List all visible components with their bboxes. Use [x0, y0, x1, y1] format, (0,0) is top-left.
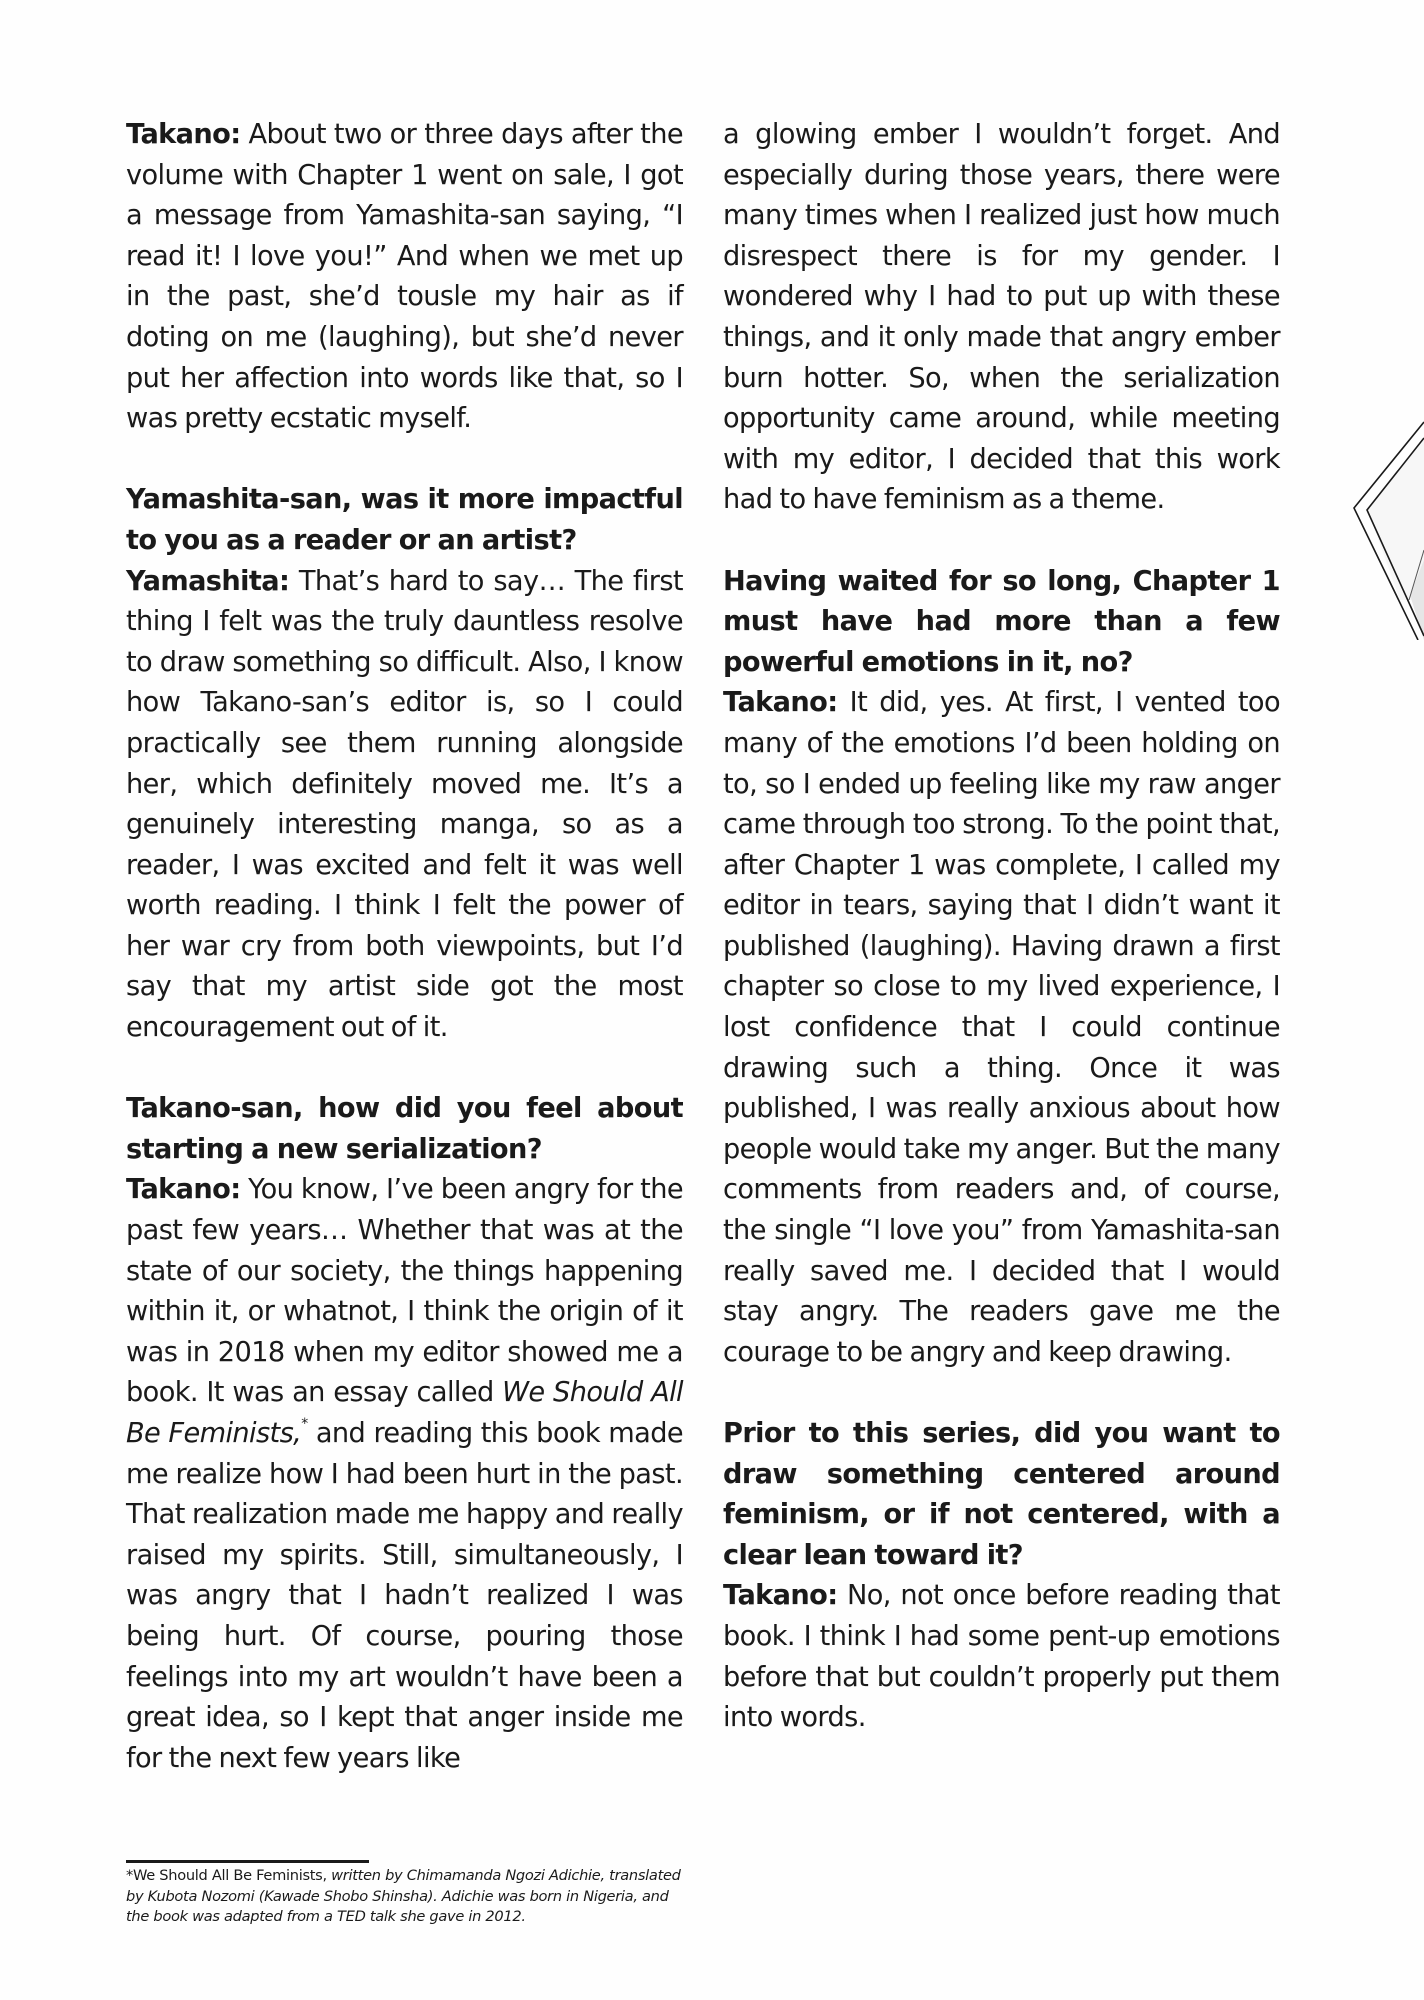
speaker-label: Takano:: [126, 119, 241, 150]
answer-text: About two or three days after the volume with Chapter 1 went on sale, I got a message from Yamashita-san saying, “I read it! I love you!” And when we met up in the past, she’d tousle my hair as if doting on me (laughing), but she’d never put her affection into words like that, so I was pretty ecstatic myself.: [126, 119, 683, 435]
qa-block: [126, 1089, 683, 1779]
answer-text: That’s hard to say… The first thing I felt was the truly dauntless resolve to draw something so difficult. Also, I know how Takano-san’s editor is, so I could practically see them running alongside her, which definitely moved me. It’s a genuinely interesting manga, so as a reader, I was excited and felt it was well worth reading. I think I felt the power of her war cry from both viewpoints, but I’d say that my artist side got the most encouragement out of it.: [126, 565, 683, 1044]
footnote-text: written by Chimamanda Ngozi Adichie, translated by Kubota Nozomi (Kawade Shobo Shinsha). Adichie was born in Nigeria, and the book was adapted from a TED talk she gave in 2012.: [126, 1867, 681, 1925]
book-title: We Should All Be Feminists,: [126, 1377, 683, 1449]
interview-question: Yamashita-san, was it more impactful to you as a reader or an artist?: [126, 484, 683, 556]
decorative-panel-edge-icon: [1340, 400, 1424, 640]
answer-text: You know, I’ve been angry for the past few years… Whether that was at the state of our society, the things happening within it, or whatnot, I think the origin of it was in 2018 when my editor showed me a book. It was an essay called: [126, 1174, 683, 1409]
speaker-label: Yamashita:: [126, 565, 290, 597]
answer-text: and reading this book made me realize how I had been hurt in the past. That realization made me happy and really raised my spirits. Still, simultaneously, I was angry that I hadn’t realized I was being hurt. Of course, pouring those feelings into my art wouldn’t have been a great idea, so I kept that anger inside me for the next few years like: [126, 1418, 683, 1774]
qa-block: [723, 562, 1280, 1374]
speaker-label: Takano:: [723, 1580, 838, 1612]
speaker-label: Takano:: [126, 1174, 241, 1206]
answer-text: It did, yes. At first, I vented too many of the emotions I’d been holding on to, so I ended up feeling like my raw anger came through too strong. To the point that, after Chapter 1 was complete, I called my editor in tears, saying that I didn’t want it published (laughing). Having drawn a first chapter so close to my lived experience, I lost confidence that I could continue drawing such a thing. Once it was published, I was really anxious about how people would take my anger. But the many comments from readers and, of course, the single “I love you” from Yamashita-san really saved me. I decided that I would stay angry. The readers gave me the courage to be angry and keep drawing.: [723, 687, 1280, 1368]
qa-block: [723, 1414, 1280, 1739]
footnote: [126, 1866, 686, 1928]
footnote-marker: *: [301, 1416, 308, 1432]
speaker-label: Takano:: [723, 687, 838, 719]
continuation-block: [723, 115, 1280, 521]
interview-question: Having waited for so long, Chapter 1 must have had more than a few powerful emotions in it, no?: [723, 565, 1280, 678]
answer-text: No, not once before reading that book. I think I had some pent-up emotions before that but couldn’t properly put them into words.: [723, 1580, 1280, 1734]
interview-question: Prior to this series, did you want to draw something centered around feminism, or if not centered, with a clear lean toward it?: [723, 1418, 1280, 1571]
right-column: [723, 115, 1280, 1739]
interview-question: Takano-san, how did you feel about starting a new serialization?: [126, 1093, 683, 1165]
answer-block: [126, 115, 683, 440]
answer-text: a glowing ember I wouldn’t forget. And especially during those years, there were many times when I realized just how much disrespect there is for my gender. I wondered why I had to put up with these things, and it only made that angry ember burn hotter. So, when the serialization opportunity came around, while meeting with my editor, I decided that this work had to have feminism as a theme.: [723, 119, 1280, 516]
left-column: [126, 115, 683, 1779]
footnote-title: *We Should All Be Feminists,: [126, 1867, 327, 1884]
qa-block: [126, 480, 683, 1048]
footnote-divider: [126, 1860, 369, 1863]
